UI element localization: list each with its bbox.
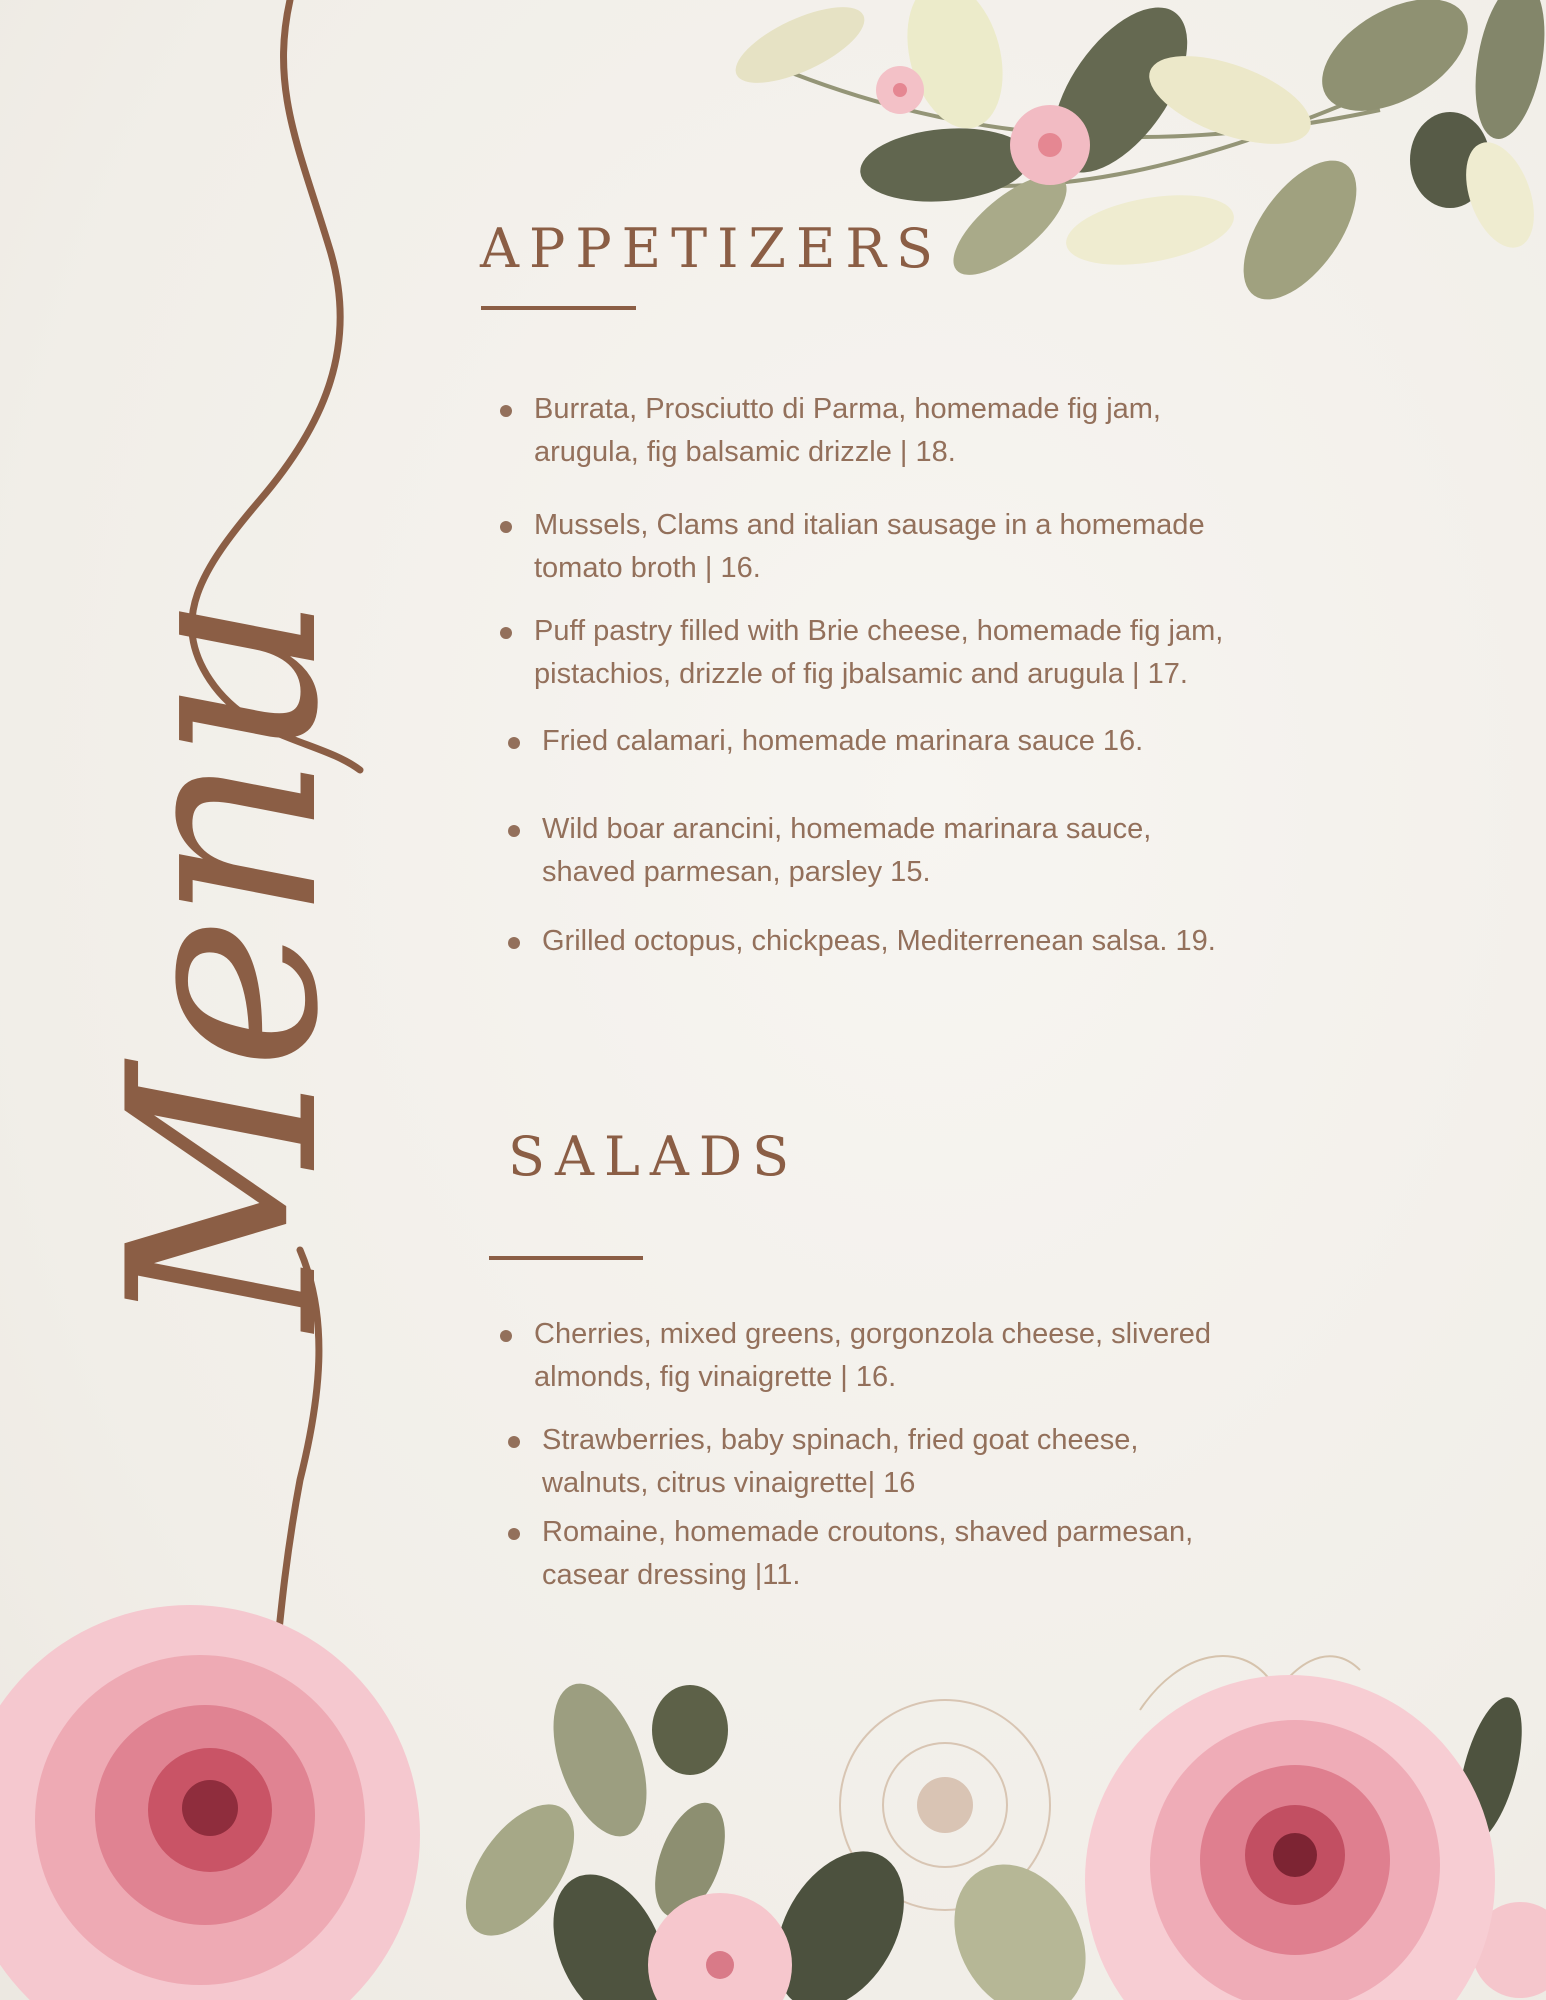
list-item — [504, 1419, 1364, 1505]
item-line: Romaine, homemade croutons, shaved parmesan, — [542, 1516, 1194, 1548]
list-item — [496, 388, 1356, 474]
list-item — [504, 920, 1364, 963]
list-item — [496, 504, 1356, 590]
list-item — [504, 808, 1364, 894]
item-line: Fried calamari, homemade marinara sauce 16. — [542, 725, 1144, 757]
item-line: Grilled octopus, chickpeas, Mediterrenean salsa. 19. — [542, 925, 1216, 957]
menu-script-title: Menu — [74, 599, 376, 1330]
salads-divider — [489, 1256, 643, 1260]
list-item — [496, 610, 1356, 696]
appetizers-divider — [481, 306, 636, 310]
item-line: casear dressing |11. — [542, 1559, 801, 1591]
list-item — [496, 1313, 1356, 1399]
item-line: Wild boar arancini, homemade marinara sauce, — [542, 813, 1152, 845]
list-item — [504, 720, 1364, 763]
item-line: Puff pastry filled with Brie cheese, homemade fig jam, — [534, 615, 1224, 647]
item-line: tomato broth | 16. — [534, 552, 761, 584]
item-line: Burrata, Prosciutto di Parma, homemade fig jam, — [534, 393, 1161, 425]
item-line: Cherries, mixed greens, gorgonzola cheese, slivered — [534, 1318, 1212, 1350]
item-line: arugula, fig balsamic drizzle | 18. — [534, 436, 956, 468]
item-line: almonds, fig vinaigrette | 16. — [534, 1361, 897, 1393]
item-line: Mussels, Clams and italian sausage in a homemade — [534, 509, 1205, 541]
salads-title: SALADS — [508, 1125, 800, 1188]
item-line: pistachios, drizzle of fig jbalsamic and arugula | 17. — [534, 658, 1188, 690]
appetizers-title: APPETIZERS — [480, 217, 944, 280]
item-line: Strawberries, baby spinach, fried goat cheese, — [542, 1424, 1139, 1456]
item-line: shaved parmesan, parsley 15. — [542, 856, 931, 888]
item-line: walnuts, citrus vinaigrette| 16 — [542, 1467, 916, 1499]
list-item — [504, 1511, 1364, 1597]
